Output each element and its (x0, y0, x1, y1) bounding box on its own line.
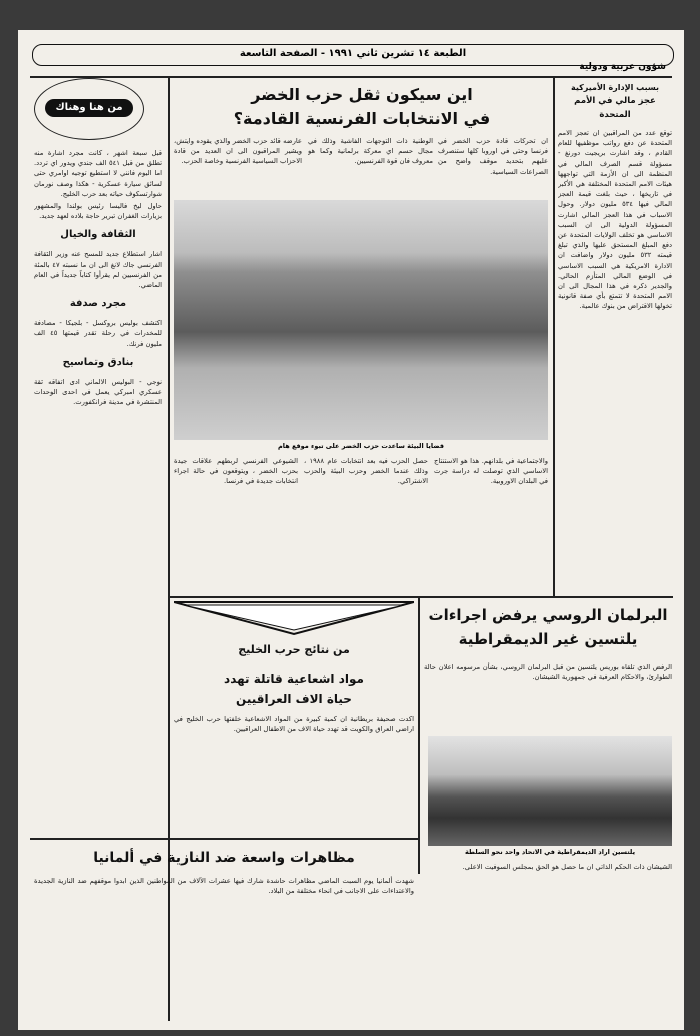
gulf-text: اكدت صحيفة بريطانية ان كمية كبيرة من المواد الاشعاعية خلفتها حرب الخليج في اراضي العراق والكويت قد تهدد حياة الاف من الاطفال العراقيين. (174, 715, 414, 734)
russia-photo (428, 736, 672, 846)
brief-text-5: نوجي - البوليس الالماني ادى اتفاقه ثقة عسكري امبركي يعمل في احدى الوحدات المنتشرة في مدينة فرانكفورت. (34, 377, 162, 407)
greens-text-d: والاجتماعية في بلدانهم. هذا هو الاستنتاج الاساسي الذي توصلت له دراسة جرت في البلدان الاوروبية. (434, 457, 548, 486)
brief-text-1: قبل سبعة اشهر ، كانت مجرد اشارة منه تطلق من قبل ٥٤١ الف جندي ويدور اي تردد. اما اليوم فانني لا استطيع توجيه اوامري حتى لسائق سيارة عسكرية - هكذا وصف نورمان شوارتسكوف حياته بعد حرب الخليج. (34, 149, 162, 198)
greens-text-e: حصل الحزب فيه بعد انتخابات عام ١٩٨٨ ، وذلك عندما الخضر وحزب البيئة والحزب الاشتراكي. (304, 457, 428, 486)
edition-header (32, 44, 674, 66)
germany-text: شهدت ألمانيا يوم السبت الماضي مظاهرات حاشدة شارك فيها عشرات الآلاف من المواطنين الذين ابدوا موقفهم ضد النازية الجديدة والاعتداءات على الاجانب في انحاء مختلفة من البلاد. (34, 877, 414, 896)
brief-subhead-3: بنادق وتماسيح (62, 356, 134, 368)
un-kicker: بسبب الإدارة الأميركية (571, 83, 659, 92)
newspaper-page (18, 30, 684, 1030)
greens-headline-2: في الانتخابات الفرنسية القادمة؟ (233, 109, 491, 128)
un-deficit-column (558, 82, 672, 594)
greens-text-c: عارضه قائد حزب الخضر والذي يقوده وايتش، ويشير المراقبون الى ان العديد من قادة الاحزاب السياسية الفرنسية وخاصة الحزب. (174, 137, 302, 166)
here-and-there-ellipse (34, 78, 144, 140)
germany-headline: مظاهرات واسعة ضد النازية في ألمانيا (93, 850, 355, 866)
russia-text-2: الشيشان ذات الحكم الذاتي ان ما حصل هو الحق بمجلس السوفيت الاعلى. (462, 863, 672, 871)
greens-text-b: الوطنية ذات التوجهات الفاشية وذلك في مجال حسم اي معركة برلمانية وكما هو معروف فان قوة الفرنسيين. (308, 137, 433, 166)
greens-text-a: ان تحركات قادة حزب الخضر في فرنسا وحتى في اوروبا كلها ستنصرف عليهم بتحديد موقف واضح من الصراعات السياسية. (438, 137, 548, 176)
russia-headline-2: يلتسين غير الديمقراطية (458, 630, 638, 648)
right-column-rule (553, 76, 555, 596)
top-rule (30, 76, 672, 78)
un-headline: عجز مالي في الأمم المتحدة (574, 96, 656, 120)
russia-photo-caption: يلتسين اراد الديمقراطية في الاتحاد واحد نحو السلطة (464, 848, 636, 856)
gulf-chevron-graphic (174, 600, 414, 636)
mid-rule (168, 596, 673, 598)
brief-text-2: حاول ليخ فاليسا رئيس بولندا والمشهور بزيارات الغفران تبرير حاجة بلاده لعهد جديد. (34, 202, 162, 221)
russia-text: الرفض الذي تلقاه بوريس يلتسين من قبل البرلمان الروسي، بشأن مرسومه اعلان حالة الطوارئ، والاحكام العرفية في جمهورية الشيشان. (424, 663, 672, 682)
germany-rule (30, 838, 420, 840)
russia-headline-1: البرلمان الروسي يرفض اجراءات (428, 606, 668, 624)
greens-photo (174, 200, 548, 440)
edition-line: الطبعة ١٤ تشرين ثاني ١٩٩١ - الصفحة التاسعة (239, 48, 467, 59)
un-text: توقع عدد من المراقبين ان تعجز الامم المتحدة عن دفع رواتب موظفيها للعام القادم ، وقد اشارت بريجيت دورنغ - مسؤولة قسم الصرف المالي في المنظمة الى ان الأزمة التي تواجهها هيئات الامم المتحدة المختلفة هي الأكبر في تاريخها ، حيث بلغت قيمة العجز المالي فيها ٥٣٤ مليون دولار. وحول الاسباب في هذا العجز المالي اشارت المسؤولة الدولية الى ان السبب الاساسي هو تخلف الولايات المتحدة عن دفع المبلغ المستحق عليها والذي تبلغ قيمته ٥٣٢ مليون دولار واضافت ان الادارة الامريكية هي السبب الاساسي في الوضع المالي المتأزم الحالي. والجدير ذكره في هذا المجال الى ان الامم المتحدة لا تتمتع بأي صفة قانونية تخولها الاقتراض من بنوك عالمية. (558, 129, 672, 311)
brief-subhead-2: مجرد صدفة (69, 298, 127, 310)
greens-headline-1: اين سيكون ثقل حزب الخضر (251, 85, 473, 104)
briefs-column (34, 148, 162, 838)
gulf-headline-1: مواد اشعاعية قاتلة تهدد (224, 672, 364, 686)
brief-text-4: اكتشف بوليس بروكسل - بلجيكا - مصادفة للمخدرات في رحلة تقدر قيمتها ٤٥ الف مليون فرنك. (34, 319, 162, 348)
gulf-headline-2: حياة الاف العراقيين (236, 692, 352, 706)
gulf-kicker: من نتائج حرب الخليج (238, 643, 350, 656)
bottom-mid-rule (418, 596, 420, 874)
greens-text-f: الشيوعي الفرنسي لربطهم علاقات جيدة بحزب الخضر ، ويتوقعون في حالة اجراء انتخابات جديدة في فرنسا. (174, 457, 298, 486)
brief-text-3: اشار استطلاع جديد للمسح عنه وزير الثقافة الفرنسي جاك لانغ الى ان ما نسبته ٤٧ بالمئة من الفرنسيين لم يقرأوا كتاباً جديداً في العام الماضي. (34, 250, 162, 290)
greens-photo-caption: قضايا البيئة ساعدت حزب الخضر على تبوء موقع هام (278, 442, 444, 450)
brief-subhead-1: الثقافة والخيال (60, 229, 136, 241)
here-and-there-logo: من هنا وهناك (45, 99, 133, 117)
section-title: شؤون عربية ودولية (579, 62, 666, 72)
